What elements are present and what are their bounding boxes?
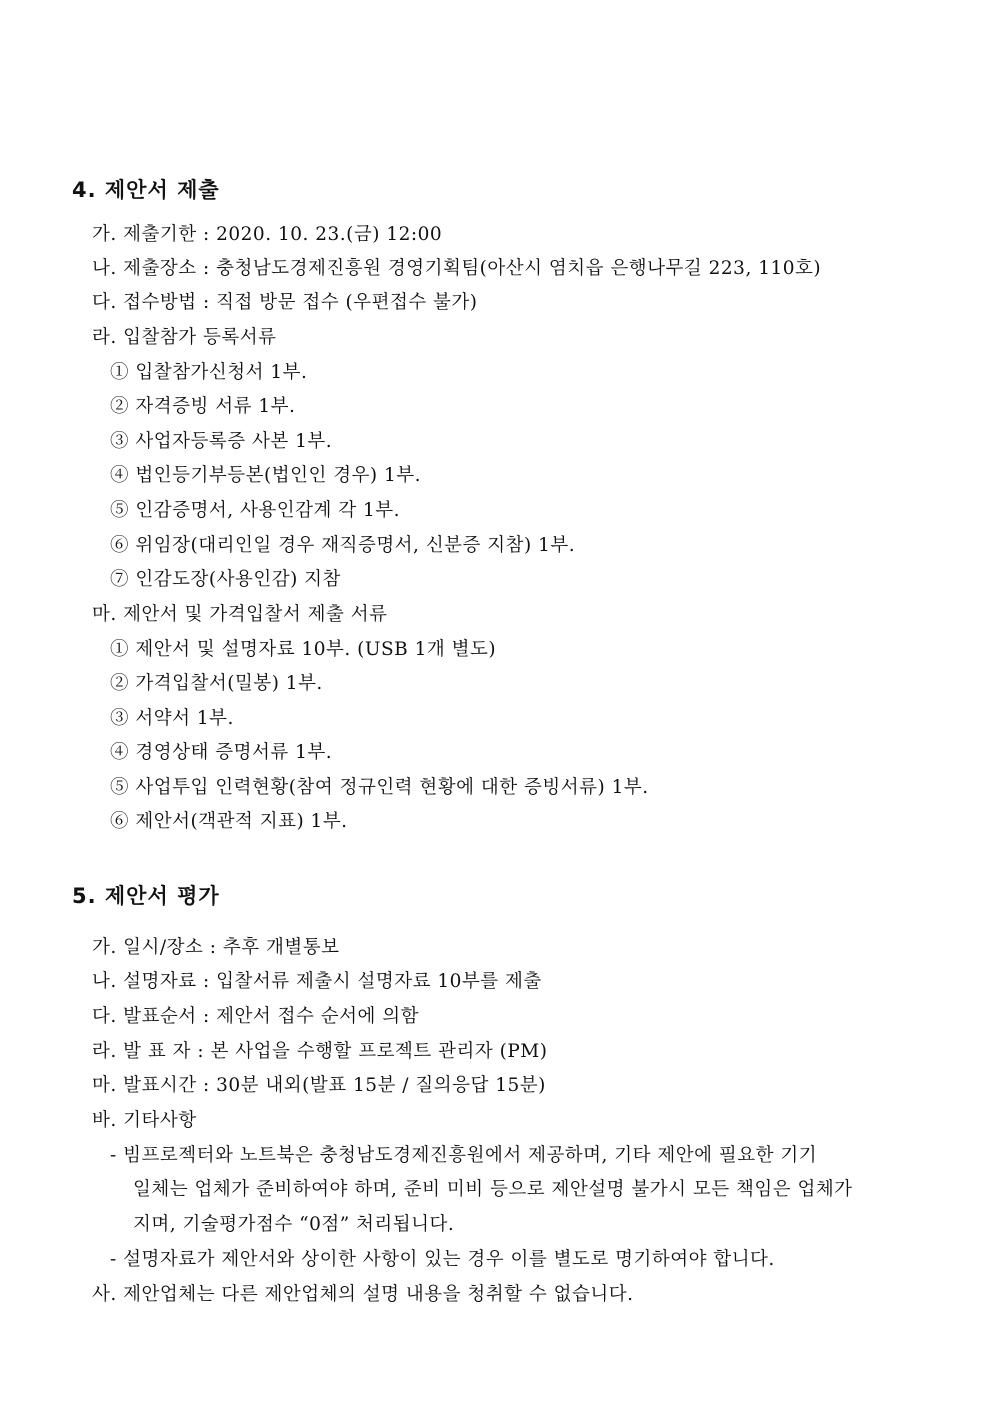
- submission-place: 나. 제출장소 : 충청남도경제진흥원 경영기획팀(아산시 염치읍 은행나무길 223, 110호): [92, 258, 822, 279]
- registration-item: ⑤ 인감증명서, 사용인감계 각 1부.: [110, 500, 401, 521]
- proposal-doc-item: ④ 경영상태 증명서류 1부.: [110, 742, 333, 763]
- other-note-1: - 빔프로젝터와 노트북은 충청남도경제진흥원에서 제공하며, 기타 제안에 필요한 기기: [110, 1145, 818, 1166]
- presentation-duration: 마. 발표시간 : 30분 내외(발표 15분 / 질의응답 15분): [92, 1075, 546, 1096]
- other-note-1-cont: 지며, 기술평가점수 “0점” 처리됩니다.: [133, 1214, 455, 1235]
- section-4-title: 4. 제안서 제출: [72, 178, 220, 202]
- presentation-order: 다. 발표순서 : 제안서 접수 순서에 의함: [92, 1006, 419, 1027]
- other-matters-heading: 바. 기타사항: [92, 1110, 197, 1131]
- proposal-doc-item: ① 제안서 및 설명자료 10부. (USB 1개 별도): [110, 639, 497, 660]
- registration-item: ① 입찰참가신청서 1부.: [110, 362, 308, 383]
- other-note-2: - 설명자료가 제안서와 상이한 사항이 있는 경우 이를 별도로 명기하여야 합니다.: [110, 1249, 775, 1270]
- evaluation-schedule: 가. 일시/장소 : 추후 개별통보: [92, 937, 340, 958]
- proposal-doc-item: ② 가격입찰서(밀봉) 1부.: [110, 673, 323, 694]
- registration-item: ③ 사업자등록증 사본 1부.: [110, 431, 333, 452]
- section-5-title: 5. 제안서 평가: [72, 884, 220, 908]
- registration-item: ② 자격증빙 서류 1부.: [110, 396, 296, 417]
- listening-restriction: 사. 제안업체는 다른 제안업체의 설명 내용을 청취할 수 없습니다.: [92, 1284, 634, 1305]
- registration-item: ④ 법인등기부등본(법인인 경우) 1부.: [110, 465, 422, 486]
- submission-deadline: 가. 제출기한 : 2020. 10. 23.(금) 12:00: [92, 224, 443, 245]
- proposal-doc-item: ⑤ 사업투입 인력현황(참여 정규인력 현황에 대한 증빙서류) 1부.: [110, 777, 649, 798]
- presenter: 라. 발 표 자 : 본 사업을 수행할 프로젝트 관리자 (PM): [92, 1041, 548, 1062]
- submission-method: 다. 접수방법 : 직접 방문 접수 (우편접수 불가): [92, 292, 478, 313]
- registration-item: ⑥ 위임장(대리인일 경우 재직증명서, 신분증 지참) 1부.: [110, 535, 576, 556]
- other-note-1-cont: 일체는 업체가 준비하여야 하며, 준비 미비 등으로 제안설명 불가시 모든 책임은 업체가: [133, 1179, 853, 1200]
- proposal-doc-item: ③ 서약서 1부.: [110, 708, 234, 729]
- evaluation-materials: 나. 설명자료 : 입찰서류 제출시 설명자료 10부를 제출: [92, 971, 542, 992]
- registration-docs-heading: 라. 입찰참가 등록서류: [92, 327, 277, 348]
- proposal-docs-heading: 마. 제안서 및 가격입찰서 제출 서류: [92, 604, 388, 625]
- proposal-doc-item: ⑥ 제안서(객관적 지표) 1부.: [110, 811, 348, 832]
- registration-item: ⑦ 인감도장(사용인감) 지참: [110, 569, 341, 590]
